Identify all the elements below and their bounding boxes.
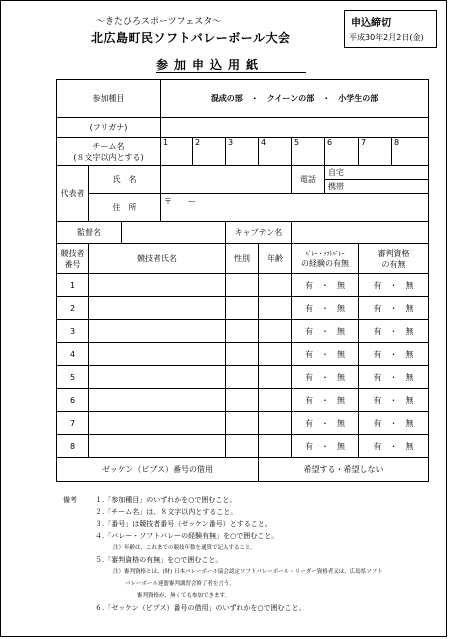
form-title: 参加申込用紙 xyxy=(156,58,265,72)
note-item xyxy=(63,530,383,542)
team-char-box-3[interactable]: 3 xyxy=(226,138,259,166)
col-player-name-header: 競技者氏名 xyxy=(89,244,226,274)
team-char-box-8[interactable]: 8 xyxy=(392,138,429,166)
player-experience-choice[interactable]: 有 ・ 無 xyxy=(292,435,359,458)
deadline-label: 申込締切 xyxy=(351,18,391,29)
note-5-sub-2: バレーボール連盟審判講習会修了者を言う。 xyxy=(125,581,235,587)
note-3: ３.「番号」は競技者番号（ゼッケン番号）とすること。 xyxy=(95,520,272,528)
player-age-field[interactable] xyxy=(259,343,292,366)
player-age-field[interactable] xyxy=(259,412,292,435)
player-referee-choice[interactable]: 有 ・ 無 xyxy=(359,412,429,435)
col-number-header xyxy=(57,244,89,274)
col-ref-line1: 審判資格 xyxy=(377,248,410,258)
player-experience-choice[interactable]: 有 ・ 無 xyxy=(292,297,359,320)
rep-name-field[interactable] xyxy=(161,166,292,194)
col-exp-line1: ﾊﾞﾚｰ・ｿﾌﾄﾊﾞﾚｰ xyxy=(305,250,345,258)
col-experience-header xyxy=(292,244,359,274)
team-name-label: チーム名 xyxy=(92,141,125,151)
note-4: ４.「バレー・ソフトバレーの経験有無」を○で囲むこと。 xyxy=(95,532,279,540)
player-name-field[interactable] xyxy=(89,389,226,412)
player-referee-choice[interactable]: 有 ・ 無 xyxy=(359,435,429,458)
player-number: 5 xyxy=(57,366,89,389)
manager-captain-row xyxy=(57,222,429,244)
entry-form-table xyxy=(56,79,429,482)
player-name-field[interactable] xyxy=(89,297,226,320)
team-char-box-6[interactable]: 6 xyxy=(325,138,359,166)
player-name-field[interactable] xyxy=(89,343,226,366)
col-referee-header xyxy=(359,244,429,274)
col-number-line2: 番号 xyxy=(64,259,81,269)
table-row xyxy=(57,435,429,458)
player-age-field[interactable] xyxy=(259,435,292,458)
player-gender-field[interactable] xyxy=(226,274,259,297)
team-name-hint: (８文字以内とする) xyxy=(73,152,144,162)
name-label: 氏 名 xyxy=(89,166,161,194)
category-label: 参加種目 xyxy=(57,80,161,118)
player-number: 1 xyxy=(57,274,89,297)
player-name-field[interactable] xyxy=(89,320,226,343)
player-name-field[interactable] xyxy=(89,435,226,458)
team-char-box-4[interactable]: 4 xyxy=(259,138,292,166)
player-referee-choice[interactable]: 有 ・ 無 xyxy=(359,389,429,412)
address-field[interactable]: 〒 ー xyxy=(161,194,429,222)
player-gender-field[interactable] xyxy=(226,320,259,343)
note-item xyxy=(63,554,383,566)
team-name-row xyxy=(57,138,429,166)
player-referee-choice[interactable]: 有 ・ 無 xyxy=(359,297,429,320)
player-gender-field[interactable] xyxy=(226,412,259,435)
player-name-field[interactable] xyxy=(89,412,226,435)
player-age-field[interactable] xyxy=(259,320,292,343)
manager-label: 監督名 xyxy=(57,222,122,244)
player-name-field[interactable] xyxy=(89,366,226,389)
home-phone-field[interactable]: 自宅 xyxy=(325,166,429,180)
note-5-sub-3: 審判資格が、無くても参加できます。 xyxy=(137,593,231,599)
table-row xyxy=(57,412,429,435)
event-subtitle: 〜きたひろスポーツフェスタ〜 xyxy=(96,17,222,27)
furigana-row xyxy=(57,118,429,138)
table-row xyxy=(57,343,429,366)
address-row xyxy=(57,194,429,222)
player-age-field[interactable] xyxy=(259,389,292,412)
note-item xyxy=(63,542,383,554)
player-experience-choice[interactable]: 有 ・ 無 xyxy=(292,412,359,435)
table-row xyxy=(57,274,429,297)
player-experience-choice[interactable]: 有 ・ 無 xyxy=(292,389,359,412)
team-char-box-7[interactable]: 7 xyxy=(359,138,392,166)
note-1: １.「参加種目」のいずれかを○で囲むこと。 xyxy=(95,496,237,504)
player-gender-field[interactable] xyxy=(226,389,259,412)
furigana-label: (フリガナ) xyxy=(57,118,161,138)
team-char-box-2[interactable]: 2 xyxy=(193,138,226,166)
deadline-box xyxy=(344,10,437,48)
note-4-sub: 注）年齢は、これまでの競技年数を通算で記入すること。 xyxy=(113,545,257,551)
note-item xyxy=(63,578,383,590)
player-gender-field[interactable] xyxy=(226,435,259,458)
player-gender-field[interactable] xyxy=(226,366,259,389)
rep-name-row-top xyxy=(57,166,429,180)
note-item xyxy=(63,590,383,602)
deadline-date: 平成30年2月2日(金) xyxy=(349,33,424,42)
player-header-row xyxy=(57,244,429,274)
col-age-header: 年齢 xyxy=(259,244,292,274)
player-experience-choice[interactable]: 有 ・ 無 xyxy=(292,366,359,389)
captain-field[interactable] xyxy=(292,222,429,244)
bib-label: ゼッケン（ビブス）番号の借用 xyxy=(57,458,259,482)
player-number: 2 xyxy=(57,297,89,320)
table-row xyxy=(57,366,429,389)
player-referee-choice[interactable]: 有 ・ 無 xyxy=(359,366,429,389)
player-referee-choice[interactable]: 有 ・ 無 xyxy=(359,343,429,366)
player-number: 6 xyxy=(57,389,89,412)
team-char-box-5[interactable]: 5 xyxy=(292,138,325,166)
player-experience-choice[interactable]: 有 ・ 無 xyxy=(292,320,359,343)
table-row xyxy=(57,389,429,412)
note-6: ６.「ゼッケン（ビブス）番号の借用」のいずれかを○で囲むこと。 xyxy=(95,604,306,612)
col-exp-line2: の経験の有無 xyxy=(301,258,349,268)
note-item xyxy=(63,506,383,518)
player-number: 4 xyxy=(57,343,89,366)
player-experience-choice[interactable]: 有 ・ 無 xyxy=(292,343,359,366)
note-item xyxy=(63,566,383,578)
mobile-phone-field[interactable]: 携帯 xyxy=(325,180,429,194)
player-number: 8 xyxy=(57,435,89,458)
player-referee-choice[interactable]: 有 ・ 無 xyxy=(359,320,429,343)
player-number: 7 xyxy=(57,412,89,435)
notes-label: 備考 xyxy=(63,496,77,504)
form-title-underline xyxy=(156,72,306,73)
player-experience-choice[interactable]: 有 ・ 無 xyxy=(292,274,359,297)
notes-section xyxy=(63,494,383,614)
furigana-field[interactable] xyxy=(161,118,429,138)
category-options[interactable]: 混成の部 ・ クイーンの部 ・ 小学生の部 xyxy=(161,80,429,118)
team-char-box-1[interactable]: 1 xyxy=(161,138,193,166)
player-referee-choice[interactable]: 有 ・ 無 xyxy=(359,274,429,297)
player-number: 3 xyxy=(57,320,89,343)
player-gender-field[interactable] xyxy=(226,297,259,320)
captain-label: キャプテン名 xyxy=(226,222,292,244)
player-age-field[interactable] xyxy=(259,366,292,389)
note-item xyxy=(63,518,383,530)
note-item xyxy=(63,602,383,614)
player-name-field[interactable] xyxy=(89,274,226,297)
team-name-label-cell xyxy=(57,138,161,166)
table-row xyxy=(57,320,429,343)
col-ref-line2: の有無 xyxy=(381,259,406,269)
bib-row xyxy=(57,458,429,482)
bib-options[interactable]: 希望する・希望しない xyxy=(259,458,429,482)
phone-label: 電話 xyxy=(292,166,325,194)
note-2: ２.「チーム名」は、８文字以内とすること。 xyxy=(95,508,238,516)
player-age-field[interactable] xyxy=(259,297,292,320)
col-gender-header: 性別 xyxy=(226,244,259,274)
event-title: 北広島町民ソフトバレーボール大会 xyxy=(91,31,291,45)
note-5-sub-1: 注）審判資格とは、(財) 日本バレーボール協会認定ソフトバレーボール・リーダー資格者又は、広島県ソフト xyxy=(113,569,383,575)
player-age-field[interactable] xyxy=(259,274,292,297)
category-row xyxy=(57,80,429,118)
manager-field[interactable] xyxy=(122,222,226,244)
representative-label: 代表者 xyxy=(57,166,89,222)
col-number-line1: 競技者 xyxy=(60,248,85,258)
table-row xyxy=(57,297,429,320)
note-5: ５.「審判資格の有無」を○で囲むこと。 xyxy=(95,556,223,564)
player-gender-field[interactable] xyxy=(226,343,259,366)
note-item xyxy=(63,494,383,506)
address-label: 住 所 xyxy=(89,194,161,222)
